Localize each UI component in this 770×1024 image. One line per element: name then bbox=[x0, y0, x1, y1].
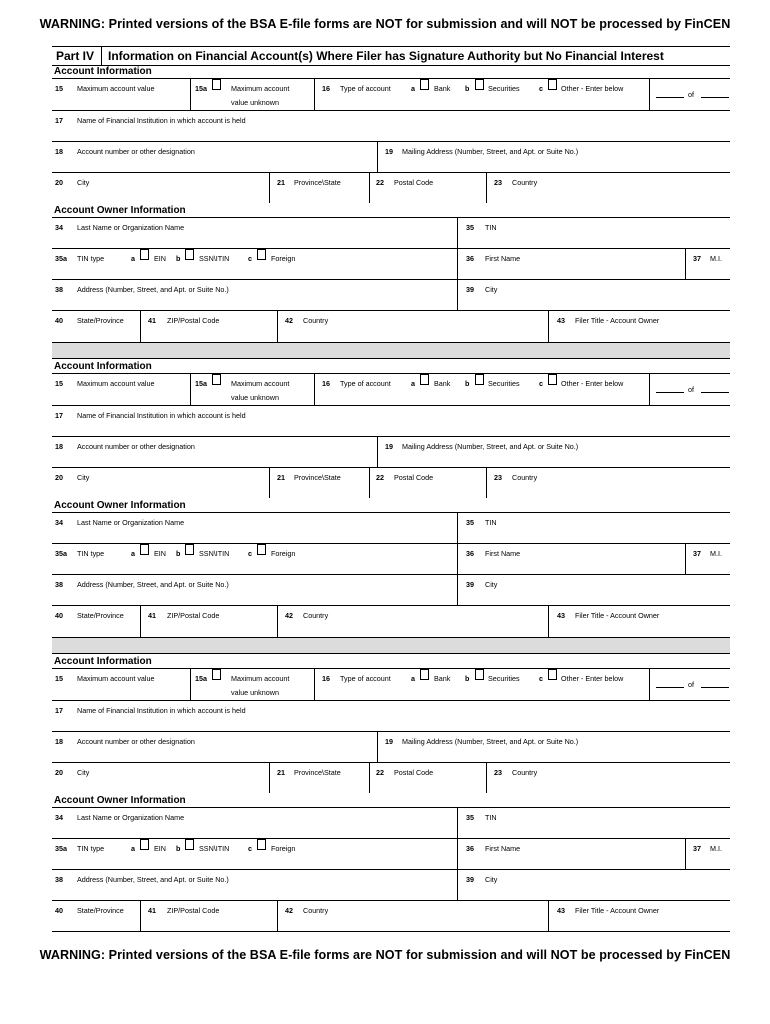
field-label: Filer Title - Account Owner bbox=[575, 906, 660, 915]
field-label: ZIP/Postal Code bbox=[167, 906, 220, 915]
option-letter: b bbox=[176, 844, 181, 853]
field-num: 19 bbox=[385, 442, 393, 451]
option-label: Securities bbox=[488, 674, 520, 683]
field-num: 42 bbox=[285, 316, 293, 325]
max-value-unknown-checkbox[interactable] bbox=[212, 374, 221, 385]
option-letter: b bbox=[465, 674, 470, 683]
field-num: 20 bbox=[55, 768, 63, 777]
other-entry-line[interactable] bbox=[701, 687, 729, 688]
field-label: ZIP/Postal Code bbox=[167, 611, 220, 620]
warning-banner-top: WARNING: Printed versions of the BSA E-file forms are NOT for submission and will NOT be processed by FinCEN bbox=[39, 17, 731, 31]
option-label: Foreign bbox=[271, 549, 296, 558]
field-num: 21 bbox=[277, 178, 285, 187]
field-num: 15a bbox=[195, 379, 207, 388]
ein-checkbox[interactable] bbox=[140, 839, 149, 850]
other-checkbox[interactable] bbox=[548, 669, 557, 680]
field-num: 17 bbox=[55, 706, 63, 715]
of-label: of bbox=[688, 90, 694, 99]
field-label: Province\State bbox=[294, 473, 341, 482]
field-num: 41 bbox=[148, 316, 156, 325]
field-num: 22 bbox=[376, 768, 384, 777]
field-num: 15a bbox=[195, 674, 207, 683]
field-num: 34 bbox=[55, 223, 63, 232]
ein-checkbox[interactable] bbox=[140, 544, 149, 555]
field-label: M.I. bbox=[710, 254, 722, 263]
field-label: First Name bbox=[485, 549, 521, 558]
field-num: 17 bbox=[55, 116, 63, 125]
field-num: 34 bbox=[55, 518, 63, 527]
field-label: Account number or other designation bbox=[77, 737, 195, 746]
row-account-number bbox=[52, 436, 730, 468]
field-num: 39 bbox=[466, 875, 474, 884]
field-num: 35 bbox=[466, 813, 474, 822]
divider bbox=[649, 79, 650, 111]
field-label: Last Name or Organization Name bbox=[77, 813, 185, 822]
divider bbox=[314, 374, 315, 406]
option-letter: b bbox=[176, 549, 181, 558]
divider bbox=[369, 763, 370, 793]
divider bbox=[548, 901, 549, 932]
field-label: City bbox=[485, 875, 498, 884]
option-label: Securities bbox=[488, 84, 520, 93]
divider bbox=[486, 468, 487, 498]
row-tin-type bbox=[52, 838, 730, 870]
row-account-number bbox=[52, 141, 730, 173]
field-label: Mailing Address (Number, Street, and Apt. or Suite No.) bbox=[402, 737, 579, 746]
divider bbox=[457, 575, 458, 606]
field-label: Country bbox=[303, 906, 329, 915]
other-entry-line[interactable] bbox=[656, 392, 684, 393]
bank-checkbox[interactable] bbox=[420, 669, 429, 680]
divider bbox=[314, 79, 315, 111]
field-label: Country bbox=[512, 178, 538, 187]
field-label: Country bbox=[303, 611, 329, 620]
bank-checkbox[interactable] bbox=[420, 374, 429, 385]
option-label: Bank bbox=[434, 674, 451, 683]
field-label: Country bbox=[512, 768, 538, 777]
field-num: 16 bbox=[322, 379, 330, 388]
max-value-unknown-checkbox[interactable] bbox=[212, 79, 221, 90]
field-num: 34 bbox=[55, 813, 63, 822]
divider bbox=[140, 901, 141, 932]
field-label: Province\State bbox=[294, 178, 341, 187]
of-label: of bbox=[688, 385, 694, 394]
other-entry-line[interactable] bbox=[656, 687, 684, 688]
row-owner-name bbox=[52, 807, 730, 839]
field-label: Name of Financial Institution in which account is held bbox=[77, 411, 246, 420]
divider bbox=[685, 839, 686, 870]
field-label: Postal Code bbox=[394, 768, 434, 777]
field-num: 22 bbox=[376, 473, 384, 482]
field-num: 16 bbox=[322, 674, 330, 683]
divider bbox=[457, 513, 458, 544]
field-label: City bbox=[77, 473, 90, 482]
field-label: Last Name or Organization Name bbox=[77, 223, 185, 232]
field-num: 18 bbox=[55, 147, 63, 156]
separator-bar bbox=[52, 342, 730, 359]
form-bottom-rule bbox=[52, 931, 730, 932]
field-label: value unknown bbox=[231, 393, 279, 402]
option-letter: c bbox=[539, 379, 543, 388]
option-label: SSN\ITIN bbox=[199, 549, 230, 558]
divider bbox=[269, 763, 270, 793]
part-header bbox=[52, 46, 730, 66]
foreign-checkbox[interactable] bbox=[257, 544, 266, 555]
field-num: 36 bbox=[466, 254, 474, 263]
field-num: 43 bbox=[557, 906, 565, 915]
field-label: TIN bbox=[485, 813, 497, 822]
field-num: 18 bbox=[55, 442, 63, 451]
field-num: 35a bbox=[55, 844, 67, 853]
field-num: 20 bbox=[55, 178, 63, 187]
field-label: Mailing Address (Number, Street, and Apt. or Suite No.) bbox=[402, 442, 579, 451]
divider bbox=[277, 606, 278, 637]
field-label: Postal Code bbox=[394, 178, 434, 187]
field-label: Maximum account value bbox=[77, 379, 155, 388]
row-account-number bbox=[52, 731, 730, 763]
divider bbox=[277, 901, 278, 932]
field-label: Account number or other designation bbox=[77, 442, 195, 451]
field-num: 41 bbox=[148, 906, 156, 915]
divider bbox=[457, 544, 458, 575]
divider bbox=[457, 870, 458, 901]
field-num: 42 bbox=[285, 906, 293, 915]
field-label: ZIP/Postal Code bbox=[167, 316, 220, 325]
option-letter: a bbox=[131, 844, 135, 853]
field-num: 15 bbox=[55, 84, 63, 93]
field-label: Address (Number, Street, and Apt. or Suite No.) bbox=[77, 580, 229, 589]
field-num: 15 bbox=[55, 379, 63, 388]
securities-checkbox[interactable] bbox=[475, 669, 484, 680]
field-num: 43 bbox=[557, 316, 565, 325]
field-label: Address (Number, Street, and Apt. or Suite No.) bbox=[77, 875, 229, 884]
divider bbox=[486, 763, 487, 793]
field-label: Type of account bbox=[340, 84, 391, 93]
field-label: Name of Financial Institution in which account is held bbox=[77, 706, 246, 715]
account-owner-heading: Account Owner Information bbox=[54, 500, 186, 511]
field-label: First Name bbox=[485, 844, 521, 853]
option-letter: c bbox=[248, 549, 252, 558]
option-label: SSN\ITIN bbox=[199, 254, 230, 263]
option-label: Other - Enter below bbox=[561, 379, 624, 388]
divider bbox=[685, 249, 686, 280]
divider bbox=[314, 669, 315, 701]
field-num: 36 bbox=[466, 549, 474, 558]
divider bbox=[377, 437, 378, 468]
bank-checkbox[interactable] bbox=[420, 79, 429, 90]
field-label: Maximum account value bbox=[77, 84, 155, 93]
separator-bar bbox=[52, 637, 730, 654]
field-label: M.I. bbox=[710, 549, 722, 558]
row-owner-state bbox=[52, 900, 730, 932]
securities-checkbox[interactable] bbox=[475, 374, 484, 385]
field-num: 22 bbox=[376, 178, 384, 187]
field-num: 20 bbox=[55, 473, 63, 482]
field-label: Maximum account value bbox=[77, 674, 155, 683]
foreign-checkbox[interactable] bbox=[257, 249, 266, 260]
field-label: City bbox=[77, 178, 90, 187]
option-letter: b bbox=[465, 379, 470, 388]
row-owner-name bbox=[52, 217, 730, 249]
field-label: value unknown bbox=[231, 688, 279, 697]
ein-checkbox[interactable] bbox=[140, 249, 149, 260]
field-num: 37 bbox=[693, 549, 701, 558]
field-label: Filer Title - Account Owner bbox=[575, 316, 660, 325]
row-account-value bbox=[52, 78, 730, 111]
field-label: State/Province bbox=[77, 906, 124, 915]
row-tin-type bbox=[52, 543, 730, 575]
account-information-heading: Account Information bbox=[54, 66, 152, 77]
field-label: City bbox=[77, 768, 90, 777]
field-label: Maximum account bbox=[231, 674, 290, 683]
divider bbox=[457, 808, 458, 839]
account-information-heading: Account Information bbox=[54, 361, 152, 372]
field-label: Maximum account bbox=[231, 379, 290, 388]
field-label: City bbox=[485, 285, 498, 294]
option-label: Bank bbox=[434, 84, 451, 93]
other-entry-line[interactable] bbox=[701, 97, 729, 98]
field-num: 38 bbox=[55, 580, 63, 589]
divider bbox=[377, 732, 378, 763]
divider bbox=[369, 468, 370, 498]
field-label: TIN type bbox=[77, 549, 105, 558]
divider bbox=[190, 374, 191, 406]
of-label: of bbox=[688, 680, 694, 689]
option-label: Bank bbox=[434, 379, 451, 388]
ssn-itin-checkbox[interactable] bbox=[185, 544, 194, 555]
row-city bbox=[52, 762, 730, 793]
field-label: TIN type bbox=[77, 254, 105, 263]
field-label: Type of account bbox=[340, 674, 391, 683]
securities-checkbox[interactable] bbox=[475, 79, 484, 90]
field-label: value unknown bbox=[231, 98, 279, 107]
field-num: 43 bbox=[557, 611, 565, 620]
field-num: 37 bbox=[693, 844, 701, 853]
field-num: 40 bbox=[55, 906, 63, 915]
field-label: Name of Financial Institution in which account is held bbox=[77, 116, 246, 125]
row-account-value bbox=[52, 668, 730, 701]
row-financial-institution bbox=[52, 700, 730, 732]
row-owner-state bbox=[52, 310, 730, 342]
option-letter: c bbox=[248, 254, 252, 263]
field-label: TIN bbox=[485, 518, 497, 527]
field-num: 35 bbox=[466, 223, 474, 232]
divider bbox=[457, 218, 458, 249]
divider bbox=[486, 173, 487, 203]
divider bbox=[457, 249, 458, 280]
option-letter: c bbox=[539, 84, 543, 93]
row-city bbox=[52, 467, 730, 498]
field-num: 38 bbox=[55, 285, 63, 294]
field-num: 35a bbox=[55, 254, 67, 263]
divider bbox=[548, 606, 549, 637]
field-label: Account number or other designation bbox=[77, 147, 195, 156]
field-label: State/Province bbox=[77, 316, 124, 325]
row-financial-institution bbox=[52, 405, 730, 437]
option-letter: b bbox=[465, 84, 470, 93]
field-num: 15 bbox=[55, 674, 63, 683]
divider bbox=[548, 311, 549, 342]
field-label: M.I. bbox=[710, 844, 722, 853]
row-city bbox=[52, 172, 730, 203]
field-num: 21 bbox=[277, 768, 285, 777]
field-label: Province\State bbox=[294, 768, 341, 777]
row-account-value bbox=[52, 373, 730, 406]
option-label: Foreign bbox=[271, 844, 296, 853]
divider bbox=[269, 173, 270, 203]
option-letter: c bbox=[539, 674, 543, 683]
divider bbox=[457, 839, 458, 870]
field-num: 37 bbox=[693, 254, 701, 263]
divider bbox=[190, 669, 191, 701]
option-letter: a bbox=[411, 84, 415, 93]
field-num: 16 bbox=[322, 84, 330, 93]
divider bbox=[369, 173, 370, 203]
field-label: Maximum account bbox=[231, 84, 290, 93]
row-financial-institution bbox=[52, 110, 730, 142]
part-label: Part IV bbox=[52, 47, 102, 65]
field-num: 38 bbox=[55, 875, 63, 884]
field-num: 19 bbox=[385, 147, 393, 156]
option-letter: c bbox=[248, 844, 252, 853]
option-letter: a bbox=[411, 379, 415, 388]
field-label: First Name bbox=[485, 254, 521, 263]
other-checkbox[interactable] bbox=[548, 374, 557, 385]
option-label: EIN bbox=[154, 844, 166, 853]
other-entry-line[interactable] bbox=[701, 392, 729, 393]
option-label: Other - Enter below bbox=[561, 84, 624, 93]
field-label: State/Province bbox=[77, 611, 124, 620]
row-owner-state bbox=[52, 605, 730, 637]
option-letter: a bbox=[131, 254, 135, 263]
option-letter: a bbox=[411, 674, 415, 683]
part-title: Information on Financial Account(s) Where Filer has Signature Authority but No Financial Interest bbox=[108, 49, 664, 63]
field-num: 23 bbox=[494, 768, 502, 777]
account-block-3 bbox=[52, 655, 730, 932]
divider bbox=[685, 544, 686, 575]
field-num: 15a bbox=[195, 84, 207, 93]
divider bbox=[649, 669, 650, 701]
field-num: 39 bbox=[466, 580, 474, 589]
divider bbox=[457, 280, 458, 311]
field-label: Address (Number, Street, and Apt. or Suite No.) bbox=[77, 285, 229, 294]
divider bbox=[140, 606, 141, 637]
option-label: Other - Enter below bbox=[561, 674, 624, 683]
option-label: EIN bbox=[154, 549, 166, 558]
field-num: 40 bbox=[55, 316, 63, 325]
field-num: 23 bbox=[494, 473, 502, 482]
field-label: Last Name or Organization Name bbox=[77, 518, 185, 527]
field-label: City bbox=[485, 580, 498, 589]
option-label: EIN bbox=[154, 254, 166, 263]
divider bbox=[269, 468, 270, 498]
field-num: 17 bbox=[55, 411, 63, 420]
foreign-checkbox[interactable] bbox=[257, 839, 266, 850]
row-owner-address bbox=[52, 869, 730, 901]
account-information-heading: Account Information bbox=[54, 656, 152, 667]
field-num: 23 bbox=[494, 178, 502, 187]
option-letter: a bbox=[131, 549, 135, 558]
field-num: 19 bbox=[385, 737, 393, 746]
field-label: Country bbox=[512, 473, 538, 482]
field-num: 21 bbox=[277, 473, 285, 482]
other-entry-line[interactable] bbox=[656, 97, 684, 98]
account-owner-heading: Account Owner Information bbox=[54, 795, 186, 806]
field-num: 35 bbox=[466, 518, 474, 527]
row-owner-address bbox=[52, 279, 730, 311]
field-num: 40 bbox=[55, 611, 63, 620]
account-block-2 bbox=[52, 360, 730, 637]
field-label: Mailing Address (Number, Street, and Apt. or Suite No.) bbox=[402, 147, 579, 156]
field-num: 18 bbox=[55, 737, 63, 746]
row-owner-address bbox=[52, 574, 730, 606]
divider bbox=[140, 311, 141, 342]
option-label: Foreign bbox=[271, 254, 296, 263]
field-label: Type of account bbox=[340, 379, 391, 388]
warning-banner-bottom: WARNING: Printed versions of the BSA E-file forms are NOT for submission and will NOT be processed by FinCEN bbox=[39, 948, 731, 962]
account-block-1 bbox=[52, 65, 730, 342]
field-num: 35a bbox=[55, 549, 67, 558]
row-owner-name bbox=[52, 512, 730, 544]
field-num: 42 bbox=[285, 611, 293, 620]
other-checkbox[interactable] bbox=[548, 79, 557, 90]
field-label: TIN type bbox=[77, 844, 105, 853]
field-label: Country bbox=[303, 316, 329, 325]
ssn-itin-checkbox[interactable] bbox=[185, 249, 194, 260]
divider bbox=[277, 311, 278, 342]
field-label: Filer Title - Account Owner bbox=[575, 611, 660, 620]
option-label: SSN\ITIN bbox=[199, 844, 230, 853]
divider bbox=[377, 142, 378, 173]
field-label: Postal Code bbox=[394, 473, 434, 482]
divider bbox=[190, 79, 191, 111]
field-num: 41 bbox=[148, 611, 156, 620]
max-value-unknown-checkbox[interactable] bbox=[212, 669, 221, 680]
option-label: Securities bbox=[488, 379, 520, 388]
field-num: 39 bbox=[466, 285, 474, 294]
field-label: TIN bbox=[485, 223, 497, 232]
field-num: 36 bbox=[466, 844, 474, 853]
divider bbox=[649, 374, 650, 406]
account-owner-heading: Account Owner Information bbox=[54, 205, 186, 216]
row-tin-type bbox=[52, 248, 730, 280]
ssn-itin-checkbox[interactable] bbox=[185, 839, 194, 850]
option-letter: b bbox=[176, 254, 181, 263]
